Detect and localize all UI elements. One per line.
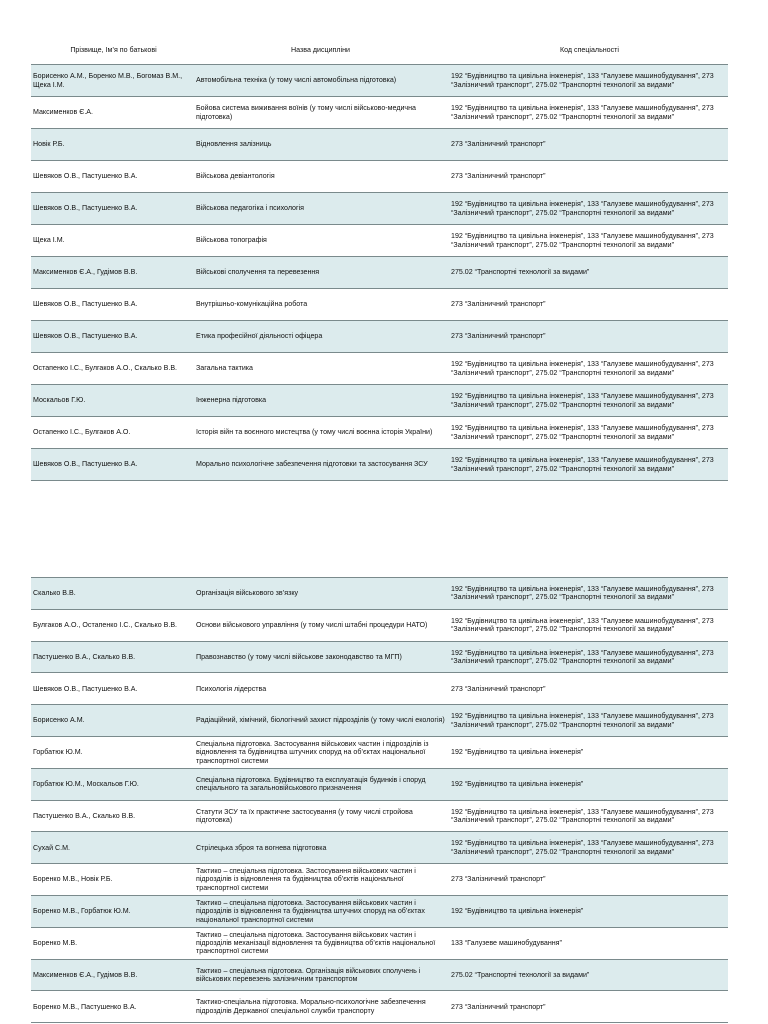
table-row xyxy=(31,257,728,289)
cell-name: Булгаков А.О., Остапенко І.С., Скалько В.В. xyxy=(33,621,178,630)
header-code: Код спеціальності xyxy=(559,45,620,54)
cell-code: 273 “Залізничний транспорт” xyxy=(451,140,546,149)
cell-discipline: Організація військового зв’язку xyxy=(196,589,299,598)
table-row xyxy=(31,960,728,992)
table-row xyxy=(31,991,728,1023)
cell-name: Шевяков О.В., Пастушенко В.А. xyxy=(33,460,138,469)
table-row xyxy=(31,642,728,674)
cell-name: Щека І.М. xyxy=(33,236,65,245)
table-row xyxy=(31,673,728,705)
cell-name: Горбатюк Ю.М., Москальов Г.Ю. xyxy=(33,780,139,789)
cell-name: Москальов Г.Ю. xyxy=(33,396,86,405)
cell-name: Максименков Є.А., Гудімов В.В. xyxy=(33,268,138,277)
header-name: Прізвище, Ім’я по батькові xyxy=(70,45,157,54)
table-row xyxy=(31,737,728,769)
cell-code: 133 “Галузеве машинобудування” xyxy=(451,939,562,948)
cell-name: Боренко М.В., Новік Р.Б. xyxy=(33,875,113,884)
cell-name: Остапенко І.С., Булгаков А.О., Скалько В.В. xyxy=(33,364,178,373)
table-row xyxy=(31,896,728,928)
cell-code: 192 “Будівництво та цивільна інженерія”, 133 “Галузеве машинобудування”, 273 “Залізничний транспорт”, 275.02 “Транспортні технології за видами” xyxy=(451,232,714,249)
cell-discipline: Тактико – спеціальна підготовка. Застосування військових частин і підрозділів механізації відновлення та будівництва об’єктів національної транспортної системи xyxy=(196,930,436,956)
cell-name: Остапенко І.С., Булгаков А.О. xyxy=(33,428,131,437)
cell-code: 192 “Будівництво та цивільна інженерія”, 133 “Галузеве машинобудування”, 273 “Залізничний транспорт”, 275.02 “Транспортні технології за видами” xyxy=(451,104,714,121)
table-row xyxy=(31,832,728,864)
cell-discipline: Спеціальна підготовка. Будівництво та експлуатація будинків і споруд спеціального та загальновійськового призначення xyxy=(196,775,426,793)
cell-name: Максименков Є.А. xyxy=(33,108,94,117)
table-row xyxy=(31,65,728,97)
cell-discipline: Тактико – спеціальна підготовка. Організація військових сполучень і військових перевезень залізничним транспортом xyxy=(196,966,421,983)
table-row xyxy=(31,769,728,801)
table-row xyxy=(31,705,728,737)
table-row xyxy=(31,321,728,353)
cell-code: 275.02 “Транспортні технології за видами” xyxy=(451,268,590,277)
cell-code: 192 “Будівництво та цивільна інженерія”, 133 “Галузеве машинобудування”, 273 “Залізничний транспорт”, 275.02 “Транспортні технології за видами” xyxy=(451,648,714,665)
cell-name: Боренко М.В., Горбатюк Ю.М. xyxy=(33,907,131,916)
cell-code: 192 “Будівництво та цивільна інженерія”, 133 “Галузеве машинобудування”, 273 “Залізничний транспорт”, 275.02 “Транспортні технології за видами” xyxy=(451,712,714,729)
cell-name: Боренко М.В. xyxy=(33,939,78,948)
table-row xyxy=(31,193,728,225)
cell-code: 192 “Будівництво та цивільна інженерія” xyxy=(451,748,584,757)
cell-code: 192 “Будівництво та цивільна інженерія”, 133 “Галузеве машинобудування”, 273 “Залізничний транспорт”, 275.02 “Транспортні технології за видами” xyxy=(451,360,714,377)
cell-discipline: Етика професійної діяльності офіцера xyxy=(196,332,323,341)
cell-discipline: Тактико – спеціальна підготовка. Застосування військових частин і підрозділів із відновлення та будівництва штучних споруд на об’єктах національної транспортної системи xyxy=(196,898,425,924)
table-row xyxy=(31,801,728,833)
cell-name: Борисенко А.М., Боренко М.В., Богомаз В.М., Щека І.М. xyxy=(33,72,183,89)
table-row xyxy=(31,449,728,481)
cell-code: 192 “Будівництво та цивільна інженерія”, 133 “Галузеве машинобудування”, 273 “Залізничний транспорт”, 275.02 “Транспортні технології за видами” xyxy=(451,392,714,409)
cell-discipline: Основи військового управління (у тому числі штабні процедури НАТО) xyxy=(196,621,428,630)
cell-discipline: Бойова система виживання воїнів (у тому числі військово-медична підготовка) xyxy=(196,104,416,121)
cell-discipline: Правознавство (у тому числі військове законодавство та МГП) xyxy=(196,652,402,661)
table-row xyxy=(31,97,728,129)
table-row xyxy=(31,161,728,193)
cell-code: 273 “Залізничний транспорт” xyxy=(451,332,546,341)
cell-name: Пастушенко В.А., Скалько В.В. xyxy=(33,652,136,661)
cell-discipline: Історія війн та воєнного мистецтва (у тому числі воєнна історія України) xyxy=(196,428,433,437)
cell-name: Шевяков О.В., Пастушенко В.А. xyxy=(33,332,138,341)
cell-discipline: Статути ЗСУ та їх практичне застосування (у тому числі стройова підготовка) xyxy=(196,807,413,824)
cell-name: Максименков Є.А., Гудімов В.В. xyxy=(33,970,138,979)
table-row xyxy=(31,289,728,321)
cell-code: 192 “Будівництво та цивільна інженерія” xyxy=(451,780,584,789)
cell-discipline: Тактико – спеціальна підготовка. Застосування військових частин і підрозділів із відновлення та будівництва об’єктів національної транспортної системи xyxy=(196,867,416,892)
cell-discipline: Загальна тактика xyxy=(196,364,253,373)
cell-code: 273 “Залізничний транспорт” xyxy=(451,875,546,884)
cell-name: Скалько В.В. xyxy=(33,589,76,598)
cell-discipline: Стрілецька зброя та вогнева підготовка xyxy=(196,843,327,852)
cell-discipline: Військові сполучення та перевезення xyxy=(196,268,320,277)
table-row xyxy=(31,353,728,385)
cell-code: 192 “Будівництво та цивільна інженерія”, 133 “Галузеве машинобудування”, 273 “Залізничний транспорт”, 275.02 “Транспортні технології за видами” xyxy=(451,456,714,473)
cell-discipline: Психологія лідерства xyxy=(196,684,267,693)
table-row xyxy=(31,928,728,960)
cell-discipline: Автомобільна техніка (у тому числі автомобільна підготовка) xyxy=(196,76,397,85)
cell-name: Шевяков О.В., Пастушенко В.А. xyxy=(33,204,138,213)
cell-name: Боренко М.В., Пастушенко В.А. xyxy=(33,1002,137,1011)
cell-name: Шевяков О.В., Пастушенко В.А. xyxy=(33,300,138,309)
table-page-2 xyxy=(31,577,728,1023)
cell-code: 273 “Залізничний транспорт” xyxy=(451,172,546,181)
table-row xyxy=(31,864,728,896)
cell-name: Шевяков О.В., Пастушенко В.А. xyxy=(33,684,138,693)
table-header xyxy=(31,36,728,65)
cell-code: 192 “Будівництво та цивільна інженерія”, 133 “Галузеве машинобудування”, 273 “Залізничний транспорт”, 275.02 “Транспортні технології за видами” xyxy=(451,616,714,634)
cell-code: 273 “Залізничний транспорт” xyxy=(451,300,546,309)
table-row xyxy=(31,385,728,417)
cell-code: 192 “Будівництво та цивільна інженерія”, 133 “Галузеве машинобудування”, 273 “Залізничний транспорт”, 275.02 “Транспортні технології за видами” xyxy=(451,72,714,89)
table-body-2 xyxy=(31,578,728,1023)
cell-code: 192 “Будівництво та цивільна інженерія” xyxy=(451,907,584,916)
cell-discipline: Тактико-спеціальна підготовка. Морально-психологічне забезпечення підрозділів Державної спеціальної служби транспорту xyxy=(196,998,426,1015)
cell-code: 273 “Залізничний транспорт” xyxy=(451,1002,546,1011)
cell-discipline: Спеціальна підготовка. Застосування військових частин і підрозділів із відновлення та будівництва штучних споруд на об’єктах національної транспортної системи xyxy=(196,739,429,765)
cell-code: 192 “Будівництво та цивільна інженерія”, 133 “Галузеве машинобудування”, 273 “Залізничний транспорт”, 275.02 “Транспортні технології за видами” xyxy=(451,807,714,824)
cell-code: 192 “Будівництво та цивільна інженерія”, 133 “Галузеве машинобудування”, 273 “Залізничний транспорт”, 275.02 “Транспортні технології за видами” xyxy=(451,585,714,602)
cell-code: 275.02 “Транспортні технології за видами” xyxy=(451,970,590,979)
cell-name: Пастушенко В.А., Скалько В.В. xyxy=(33,811,136,820)
cell-discipline: Відновлення залізниць xyxy=(196,140,272,149)
cell-code: 192 “Будівництво та цивільна інженерія”, 133 “Галузеве машинобудування”, 273 “Залізничний транспорт”, 275.02 “Транспортні технології за видами” xyxy=(451,424,714,441)
cell-name: Новік Р.Б. xyxy=(33,140,65,149)
cell-code: 273 “Залізничний транспорт” xyxy=(451,684,546,693)
cell-name: Борисенко А.М. xyxy=(33,716,85,725)
cell-discipline: Військова топографія xyxy=(196,236,267,245)
cell-name: Горбатюк Ю.М. xyxy=(33,748,83,757)
cell-discipline: Військова девіантологія xyxy=(196,172,275,181)
cell-code: 192 “Будівництво та цивільна інженерія”, 133 “Галузеве машинобудування”, 273 “Залізничний транспорт”, 275.02 “Транспортні технології за видами” xyxy=(451,200,714,217)
table-row xyxy=(31,610,728,642)
table-row xyxy=(31,129,728,161)
table-body-1 xyxy=(31,65,728,481)
cell-name: Шевяков О.В., Пастушенко В.А. xyxy=(33,172,138,181)
cell-discipline: Радіаційний, хімічний, біологічний захист підрозділів (у тому числі екологія) xyxy=(196,716,445,725)
table-row xyxy=(31,225,728,257)
header-discipline: Назва дисципліни xyxy=(291,45,350,54)
cell-discipline: Інженерна підготовка xyxy=(196,396,267,405)
table-page-1 xyxy=(31,36,728,481)
table-row xyxy=(31,578,728,610)
cell-discipline: Військова педагогіка і психологія xyxy=(196,204,304,213)
cell-discipline: Морально психологічне забезпечення підготовки та застосування ЗСУ xyxy=(196,460,428,469)
table-row xyxy=(31,417,728,449)
cell-name: Сухай С.М. xyxy=(33,843,70,852)
cell-code: 192 “Будівництво та цивільна інженерія”, 133 “Галузеве машинобудування”, 273 “Залізничний транспорт”, 275.02 “Транспортні технології за видами” xyxy=(451,839,714,856)
cell-discipline: Внутрішньо-комунікаційна робота xyxy=(196,300,308,309)
